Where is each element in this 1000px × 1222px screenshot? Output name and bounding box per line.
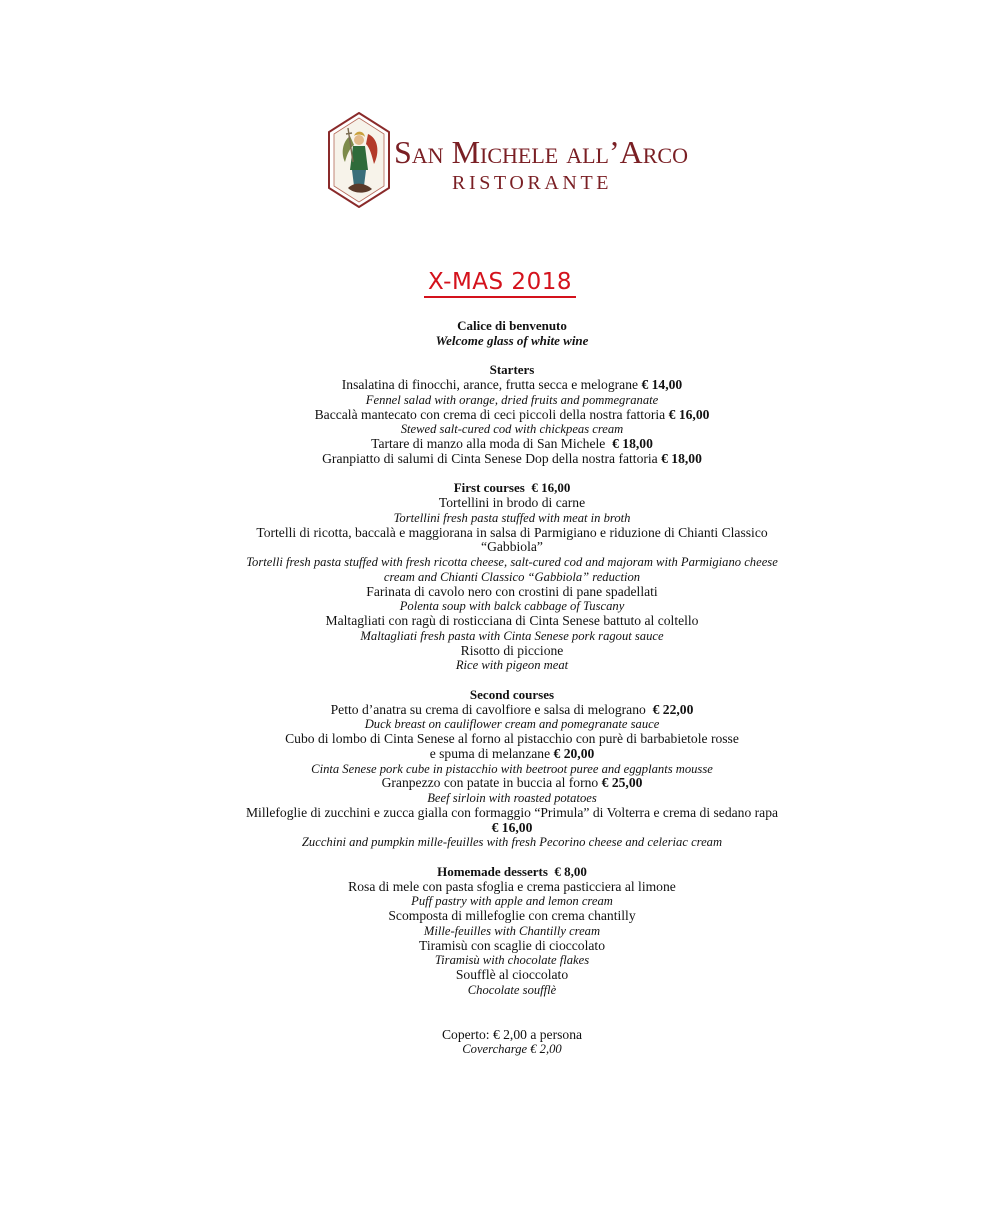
first-courses-section xyxy=(200,481,824,673)
item-price: € 18,00 xyxy=(661,450,702,466)
second-course-item: Cubo di lombo di Cinta Senese al forno al pistacchio con purè di barbabietole rosse xyxy=(285,731,739,746)
item-price: € 18,00 xyxy=(612,436,653,451)
starter-item: Granpiatto di salumi di Cinta Senese Dop della nostra fattoria € 18,00 xyxy=(322,450,702,466)
dessert-translation: Puff pastry with apple and lemon cream xyxy=(411,894,613,909)
dessert-translation: Chocolate soufflè xyxy=(467,982,557,997)
second-course-item: Granpezzo con patate in buccia al forno € 25,00 xyxy=(381,775,643,791)
first-course-translation: Polenta soup with balck cabbage of Tuscany xyxy=(399,599,625,614)
dessert-item: Scomposta di millefoglie con crema chantilly xyxy=(388,908,636,923)
dessert-item: Rosa di mele con pasta sfoglia e crema pasticciera al limone xyxy=(348,878,676,894)
restaurant-name: San Michele all’Arco xyxy=(394,134,688,170)
desserts-section xyxy=(200,865,824,998)
first-course-item-cont: “Gabbiola” xyxy=(481,539,543,555)
first-course-item: Risotto di piccione xyxy=(460,642,564,658)
restaurant-subtitle: RISTORANTE xyxy=(452,172,613,194)
second-course-item: Millefoglie di zucchini e zucca gialla con formaggio “Primula” di Volterra e crema di sedano rapa xyxy=(245,804,779,820)
cover-charge-section xyxy=(200,1028,824,1058)
first-course-item: Tortelli di ricotta, baccalà e maggiorana in salsa di Parmigiano e riduzione di Chianti Classico xyxy=(256,524,768,540)
second-course-translation: Beef sirloin with roasted potatoes xyxy=(427,791,597,805)
second-courses-heading: Second courses xyxy=(469,686,555,702)
desserts-heading: Homemade desserts € 8,00 xyxy=(437,863,587,879)
starter-item: Insalatina di finocchi, arance, frutta secca e melograne € 14,00 xyxy=(341,377,683,392)
section-price: € 16,00 xyxy=(531,480,571,496)
cover-charge-translation: Covercharge € 2,00 xyxy=(462,1042,562,1057)
second-course-item-cont: e spuma di melanzane € 20,00 xyxy=(429,745,595,761)
welcome-section xyxy=(200,319,824,349)
first-course-translation: Maltagliati fresh pasta with Cinta Senese pork ragout sauce xyxy=(360,628,664,643)
cover-charge: Coperto: € 2,00 a persona xyxy=(441,1026,583,1042)
first-courses-heading: First courses € 16,00 xyxy=(453,480,571,496)
menu-title xyxy=(0,270,1000,298)
second-course-item: Petto d’anatra su crema di cavolfiore e salsa di melograno € 22,00 xyxy=(330,701,694,717)
item-price: € 16,00 xyxy=(668,406,710,422)
first-course-item: Farinata di cavolo nero con crostini di pane spadellati xyxy=(366,583,658,599)
welcome-heading: Calice di benvenuto xyxy=(457,318,567,333)
first-course-item: Maltagliati con ragù di rosticciana di Cinta Senese battuto al coltello xyxy=(325,613,699,628)
starter-item: Baccalà mantecato con crema di ceci piccoli della nostra fattoria € 16,00 xyxy=(314,406,710,422)
dessert-translation: Mille-feuilles with Chantilly cream xyxy=(423,923,601,938)
second-course-translation: Zucchini and pumpkin mille-feuilles with fresh Pecorino cheese and celeriac cream xyxy=(301,835,723,850)
first-course-translation: Rice with pigeon meat xyxy=(455,658,569,673)
starter-item: Tartare di manzo alla moda di San Michele € 18,00 xyxy=(371,436,653,451)
item-price: € 14,00 xyxy=(641,377,683,392)
item-price: € 25,00 xyxy=(601,775,643,791)
second-course-translation: Cinta Senese pork cube in pistacchio with beetroot puree and eggplants mousse xyxy=(311,761,713,776)
restaurant-logo xyxy=(328,112,708,208)
starters-heading: Starters xyxy=(489,362,535,378)
starter-translation: Stewed salt-cured cod with chickpeas cream xyxy=(400,422,624,437)
dessert-item: Soufflè al cioccolato xyxy=(455,967,569,982)
item-price: € 16,00 xyxy=(491,819,533,835)
item-price: € 22,00 xyxy=(652,701,694,717)
welcome-translation: Welcome glass of white wine xyxy=(435,332,589,348)
menu-title-text: X-MAS 2018 xyxy=(424,270,576,298)
starter-translation: Fennel salad with orange, dried fruits and pommegranate xyxy=(365,392,659,407)
section-price: € 8,00 xyxy=(554,863,587,879)
first-course-translation-cont: cream and Chianti Classico “Gabbiola” reduction xyxy=(383,569,641,584)
first-course-translation: Tortelli fresh pasta stuffed with fresh ricotta cheese, salt-cured cod and majoram with Parmigiano cheese xyxy=(246,555,778,569)
first-course-translation: Tortellini fresh pasta stuffed with meat in broth xyxy=(393,510,631,525)
starters-section xyxy=(200,363,824,466)
second-course-translation: Duck breast on cauliflower cream and pomegranate sauce xyxy=(364,717,660,732)
first-course-item: Tortellini in brodo di carne xyxy=(438,495,586,510)
dessert-item: Tiramisù con scaglie di cioccolato xyxy=(419,937,605,953)
menu-body xyxy=(200,319,824,1057)
dessert-translation: Tiramisù with chocolate flakes xyxy=(434,953,590,968)
archangel-michael-badge-icon xyxy=(328,112,390,208)
second-courses-section xyxy=(200,688,824,850)
item-price: € 20,00 xyxy=(553,745,595,761)
